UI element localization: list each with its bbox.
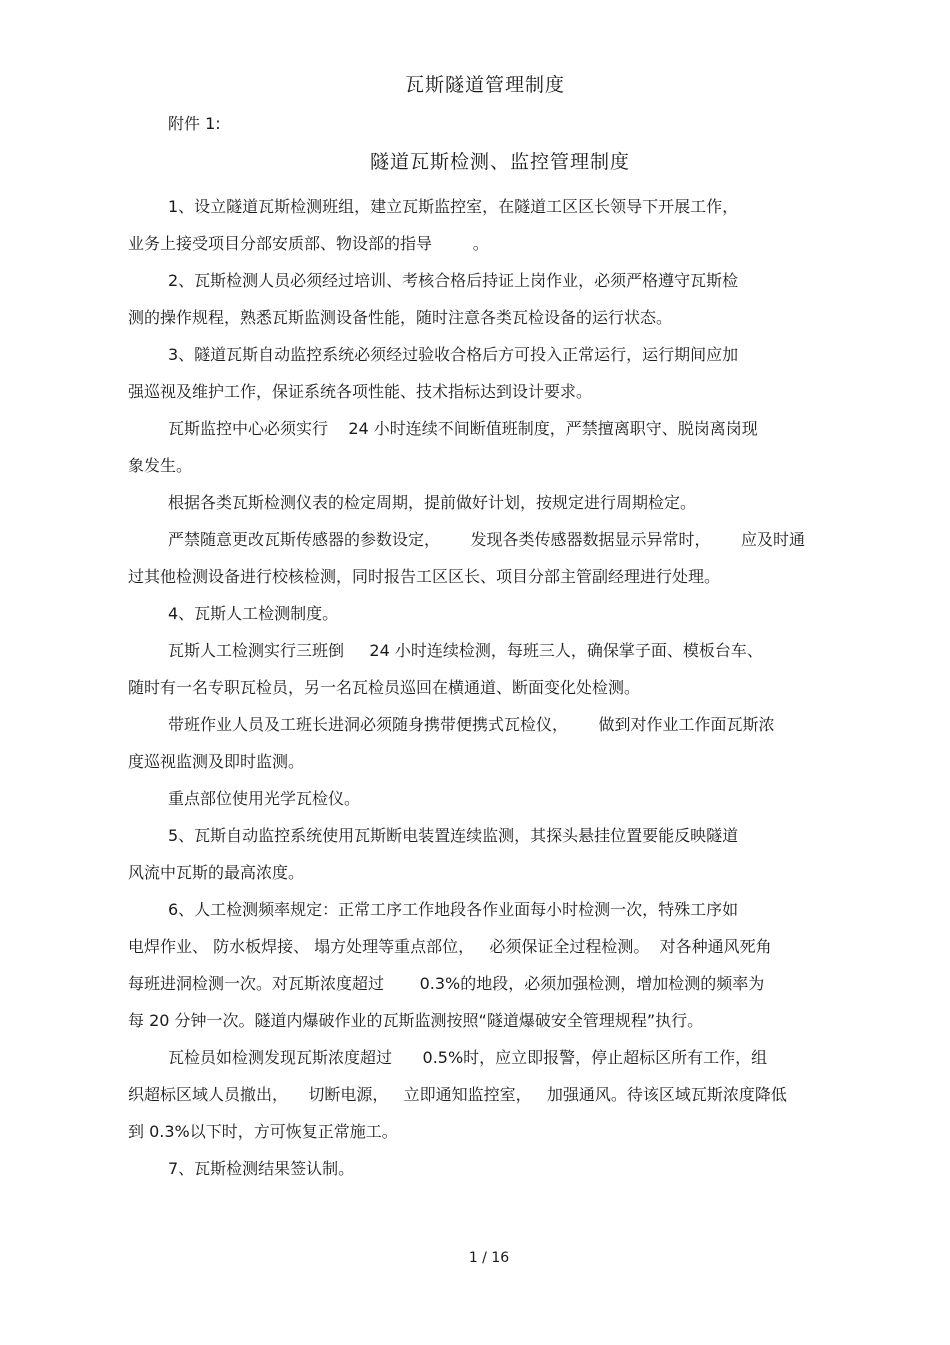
document-body	[128, 188, 848, 1187]
text-line: 象发生。	[128, 456, 193, 475]
document-title: 瓦斯隧道管理制度	[404, 74, 565, 96]
text-line: 3、隧道瓦斯自动监控系统必须经过验收合格后方可投入正常运行，运行期间应加	[168, 345, 739, 364]
text-line: 织超标区域人员撤出， 切断电源， 立即通知监控室， 加强通风。待该区域瓦斯浓度降低	[128, 1085, 787, 1104]
text-line: 瓦斯监控中心必须实行 24 小时连续不间断值班制度，严禁擅离职守、脱岗离岗现	[168, 419, 758, 438]
text-line: 风流中瓦斯的最高浓度。	[128, 863, 305, 882]
text-line: 根据各类瓦斯检测仪表的检定周期，提前做好计划，按规定进行周期检定。	[168, 493, 697, 512]
text-line: 严禁随意更改瓦斯传感器的参数设定， 发现各类传感器数据显示异常时， 应及时通	[168, 530, 806, 549]
text-line: 每 20 分钟一次。隧道内爆破作业的瓦斯监测按照“隧道爆破安全管理规程”执行。	[128, 1011, 704, 1030]
text-line: 业务上接受项目分部安质部、物设部的指导 。	[128, 234, 489, 253]
text-line: 1、设立隧道瓦斯检测班组，建立瓦斯监控室，在隧道工区区长领导下开展工作，	[168, 197, 739, 216]
text-line: 随时有一名专职瓦检员，另一名瓦检员巡回在横通道、断面变化处检测。	[128, 678, 641, 697]
text-line: 重点部位使用光学瓦检仪。	[168, 789, 361, 808]
text-line: 瓦斯人工检测实行三班倒 24 小时连续检测，每班三人，确保掌子面、模板台车、	[168, 641, 763, 660]
text-line: 7、瓦斯检测结果签认制。	[168, 1159, 355, 1178]
text-line: 6、人工检测频率规定：正常工序工作地段各作业面每小时检测一次，特殊工序如	[168, 900, 739, 919]
text-line: 2、瓦斯检测人员必须经过培训、考核合格后持证上岗作业，必须严格遵守瓦斯检	[168, 271, 739, 290]
text-line: 每班进洞检测一次。对瓦斯浓度超过 0.3%的地段，必须加强检测，增加检测的频率为	[128, 974, 765, 993]
text-line: 度巡视监测及即时监测。	[128, 752, 305, 771]
text-line: 过其他检测设备进行校核检测，同时报告工区区长、项目分部主管副经理进行处理。	[128, 567, 721, 586]
text-line: 到 0.3%以下时，方可恢复正常施工。	[128, 1122, 398, 1141]
text-line: 5、瓦斯自动监控系统使用瓦斯断电装置连续监测，其探头悬挂位置要能反映隧道	[168, 826, 739, 845]
text-line: 电焊作业、 防水板焊接、 塌方处理等重点部位， 必须保证全过程检测。 对各种通风死角	[128, 937, 772, 956]
text-line: 强巡视及维护工作，保证系统各项性能、技术指标达到设计要求。	[128, 382, 593, 401]
text-line: 带班作业人员及工班长进洞必须随身携带便携式瓦检仪， 做到对作业工作面瓦斯浓	[168, 715, 775, 734]
text-line: 瓦检员如检测发现瓦斯浓度超过 0.5%时，应立即报警，停止超标区所有工作，组	[168, 1048, 768, 1067]
text-line: 4、瓦斯人工检测制度。	[168, 604, 339, 623]
attachment-label: 附件 1:	[168, 114, 221, 133]
text-line: 测的操作规程，熟悉瓦斯监测设备性能，随时注意各类瓦检设备的运行状态。	[128, 308, 673, 327]
page-number: 1 / 16	[468, 1250, 510, 1266]
section-subtitle: 隧道瓦斯检测、监控管理制度	[369, 151, 630, 173]
